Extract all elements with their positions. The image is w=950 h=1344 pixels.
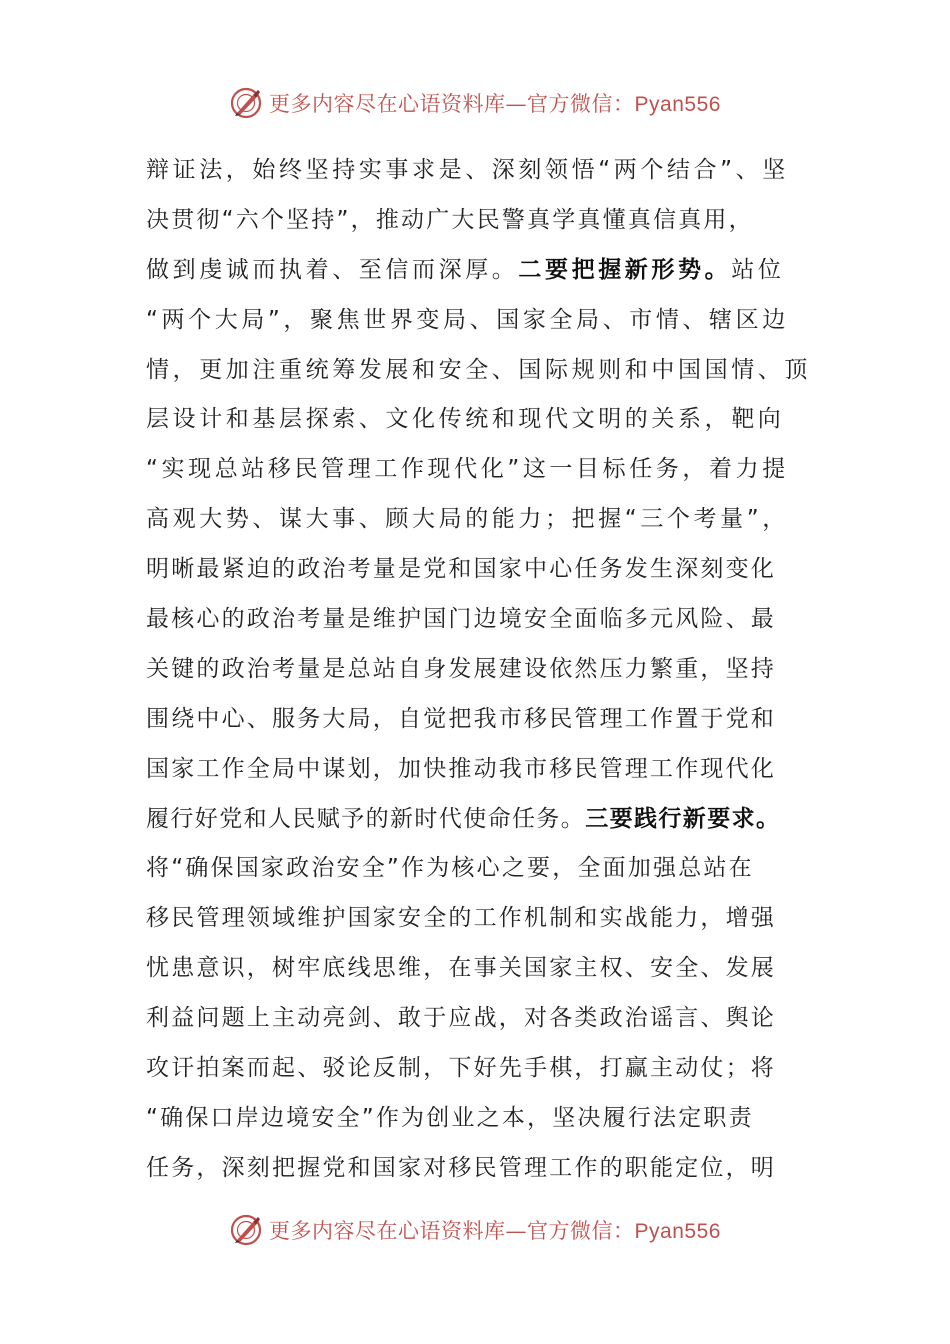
text-line: 国家工作全局中谋划，加快推动我市移民管理工作现代化 (146, 755, 776, 782)
text-line: 明晰最紧迫的政治考量是党和国家中心任务发生深刻变化 (146, 556, 776, 583)
text-line: 移民管理领域维护国家安全的工作机制和实战能力，增强 (146, 905, 776, 932)
text-line: “两个大局”，聚焦世界变局、国家全局、市情、辖区边 (146, 306, 789, 333)
body-paragraph (146, 146, 812, 1194)
text-line: 关键的政治考量是总站自身发展建设依然压力繁重，坚持 (146, 655, 776, 682)
banner-slogan: 更多内容尽在心语资料库 (269, 92, 506, 116)
text-line: 高观大势、谋大事、顾大局的能力；把握“三个考量”， (146, 506, 789, 533)
text-line: 决贯彻“六个坚持”，推动广大民警真学真懂真信真用， (146, 206, 754, 233)
text-line: 最核心的政治考量是维护国门边境安全面临多元风险、最 (146, 606, 776, 633)
banner-wechat-id: Pyan556 (634, 93, 721, 116)
header-banner (0, 83, 950, 123)
banner-wechat-label: 官方微信： (527, 92, 635, 116)
text-line: 将“确保国家政治安全”作为核心之要，全面加强总站在 (146, 855, 754, 882)
banner-slogan: 更多内容尽在心语资料库 (269, 1219, 506, 1243)
text-line: 任务，深刻把握党和国家对移民管理工作的职能定位，明 (146, 1154, 776, 1181)
banner-wechat-label: 官方微信： (527, 1219, 635, 1243)
banner-wechat-id: Pyan556 (634, 1220, 721, 1243)
text-line: 攻讦拍案而起、驳论反制，下好先手棋，打赢主动仗；将 (146, 1055, 776, 1082)
pen-logo-icon (229, 1213, 263, 1247)
banner-dash: — (505, 1219, 528, 1243)
text-line: 情，更加注重统筹发展和安全、国际规则和中国国情、顶 (146, 356, 811, 383)
text-line: 做到虔诚而执着、至信而深厚。二要把握新形势。站位 (146, 256, 785, 283)
text-line: 忧患意识，树牢底线思维，在事关国家主权、安全、发展 (146, 955, 776, 982)
banner-text (269, 1215, 721, 1245)
footer-banner (0, 1210, 950, 1250)
text-line: 层设计和基层探索、文化传统和现代文明的关系，靶向 (146, 406, 785, 433)
text-line: 利益问题上主动亮剑、敢于应战，对各类政治谣言、舆论 (146, 1005, 776, 1032)
banner-dash: — (505, 92, 528, 116)
text-line: 履行好党和人民赋予的新时代使命任务。三要践行新要求。 (146, 805, 781, 832)
pen-logo-icon (229, 86, 263, 120)
text-line: 辩证法，始终坚持实事求是、深刻领悟“两个结合”、坚 (146, 157, 789, 183)
text-line: “实现总站移民管理工作现代化”这一目标任务，着力提 (146, 456, 789, 483)
text-line: 围绕中心、服务大局，自觉把我市移民管理工作置于党和 (146, 705, 776, 732)
section-heading: 三要践行新要求。 (585, 805, 781, 832)
banner-text (269, 88, 721, 118)
text-line: “确保口岸边境安全”作为创业之本，坚决履行法定职责 (146, 1104, 754, 1131)
section-heading: 二要把握新形势。 (518, 256, 732, 283)
